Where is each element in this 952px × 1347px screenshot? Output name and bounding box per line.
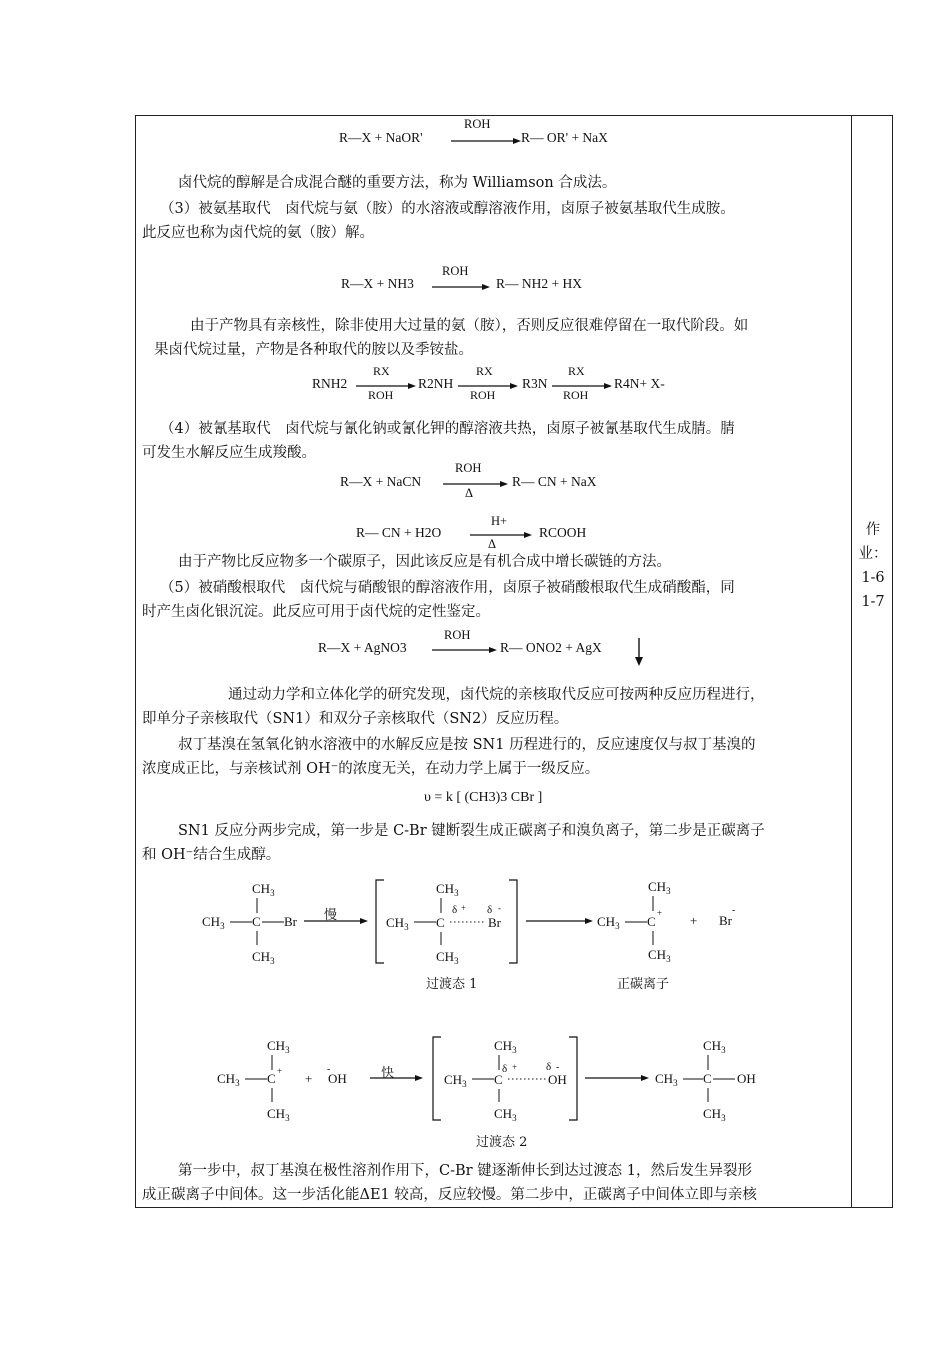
para-williamson: 卤代烷的醇解是合成混合醚的重要方法，称为 Williamson 合成法。 (178, 175, 617, 191)
eq6-product: R— ONO2 + AgX (500, 640, 602, 655)
svg-text:CH3: $CH_3$ (386, 915, 409, 932)
eq1-arrow (451, 138, 521, 146)
svg-text:-: - (327, 1064, 331, 1075)
eq3-arrow-1 (356, 383, 416, 391)
eq4-arrow (443, 481, 508, 489)
svg-text:CH3: $CH_3$ (202, 914, 225, 931)
eq3-bottom-1: ROH (368, 388, 394, 402)
svg-text:CH3: $CH_3$ (494, 1106, 517, 1123)
eq5-product: RCOOH (539, 525, 587, 540)
svg-text:CH3: $CH_3$ (252, 881, 275, 898)
svg-text:+: + (690, 913, 698, 928)
homework-item-2: 1-7 (861, 594, 885, 610)
eq1-product: R— OR' + NaX (521, 130, 608, 145)
eq5-reactant: R— CN + H2O (356, 525, 442, 540)
eq5-arrow (470, 532, 532, 540)
para-steps-1: SN1 反应分两步完成，第一步是 C-Br 键断裂生成正碳离子和溴负离子，第二步是正碳离子 (178, 823, 765, 839)
para-step-detail-1: 第一步中，叔丁基溴在极性溶剂作用下，C-Br 键逐渐伸长到达过渡态 1，然后发生异裂形 (178, 1163, 753, 1179)
para-nitrate-2: 时产生卤化银沉淀。此反应可用于卤代烷的定性鉴定。 (142, 604, 490, 620)
para-steps-2: 和 OH⁻结合生成醇。 (142, 847, 281, 863)
para-nitrile-2: 可发生水解反应生成羧酸。 (142, 445, 316, 461)
rate-equation: υ = k [ (CH3)3 CBr ] (424, 790, 543, 805)
eq2-condition: ROH (442, 264, 469, 278)
svg-text:δ: δ (452, 904, 458, 916)
svg-text:+: + (305, 1071, 313, 1086)
step2-mechanism (215, 1032, 775, 1132)
eq4-reactant: R—X + NaCN (340, 474, 422, 489)
svg-text:+: + (461, 903, 467, 913)
para-amine-4: 果卤代烷过量，产物是各种取代的胺以及季铵盐。 (154, 342, 473, 358)
eq3-species-1: RNH2 (312, 376, 348, 391)
svg-text:CH3: $CH_3$ (494, 1038, 517, 1055)
eq3-bottom-3: ROH (563, 388, 589, 402)
svg-text:OH: OH (737, 1071, 756, 1086)
slow-label: 慢 (324, 908, 338, 923)
para-sn1-1: 叔丁基溴在氢氧化钠水溶液中的水解反应是按 SN1 历程进行的，反应速度仅与叔丁基溴的 (178, 737, 756, 753)
eq3-arrow-2 (458, 383, 518, 391)
svg-text:CH3: $CH_3$ (655, 1071, 678, 1088)
svg-text:C: C (494, 1072, 503, 1087)
svg-text:Br: Br (284, 914, 297, 929)
svg-text:CH3: $CH_3$ (444, 1072, 467, 1089)
svg-text:-: - (556, 1062, 560, 1073)
svg-text:+: + (512, 1062, 518, 1072)
para-amine-2: 此反应也称为卤代烷的氨（胺）解。 (142, 225, 374, 241)
eq4-product: R— CN + NaX (512, 474, 597, 489)
eq2-arrow (432, 284, 490, 292)
fast-label: 快 (381, 1066, 395, 1081)
eq4-bottom: Δ (465, 486, 474, 500)
eq3-top-3: RX (568, 364, 585, 378)
step1-mechanism (200, 875, 760, 975)
eq3-arrow-3 (552, 383, 612, 391)
svg-text:CH3: $CH_3$ (703, 1038, 726, 1055)
eq6-condition: ROH (444, 628, 471, 642)
eq3-top-1: RX (373, 364, 390, 378)
svg-text:CH3: $CH_3$ (436, 949, 459, 966)
para-sn1-2: 浓度成正比，与亲核试剂 OH⁻的浓度无关，在动力学上属于一级反应。 (142, 761, 600, 777)
svg-text:CH3: $CH_3$ (703, 1106, 726, 1123)
para-nitrile-1: （4）被氰基取代 卤代烷与氰化钠或氰化钾的醇溶液共热，卤原子被氰基取代生成腈。腈 (160, 421, 735, 437)
ts1-caption: 过渡态 1 (426, 977, 478, 992)
homework-label-2: 业： (858, 546, 888, 562)
para-step-detail-2: 成正碳离子中间体。这一步活化能ΔE1 较高，反应较慢。第二步中，正碳离子中间体立即与亲核 (142, 1187, 757, 1203)
eq3-top-2: RX (476, 364, 493, 378)
svg-text:δ: δ (546, 1061, 552, 1073)
svg-text:δ: δ (487, 904, 493, 916)
homework-note (856, 518, 890, 614)
column-divider (851, 115, 852, 1208)
eq6-reactant: R—X + AgNO3 (318, 640, 407, 655)
svg-text:C: C (647, 914, 656, 929)
svg-text:C: C (252, 914, 261, 929)
svg-text:Br: Br (719, 913, 732, 928)
svg-text:CH3: $CH_3$ (217, 1071, 240, 1088)
eq3-species-4: R4N+ X- (614, 376, 665, 391)
svg-text:+: + (277, 1066, 283, 1076)
eq3-species-2: R2NH (418, 376, 454, 391)
eq3-species-3: R3N (522, 376, 548, 391)
eq2-product: R— NH2 + HX (496, 276, 582, 291)
para-amine-1: （3）被氨基取代 卤代烷与氨（胺）的水溶液或醇溶液作用，卤原子被氨基取代生成胺。 (160, 201, 735, 217)
svg-text:C: C (703, 1071, 712, 1086)
eq5-top: H+ (491, 514, 508, 528)
homework-label-1: 作 (865, 522, 881, 538)
svg-text:CH3: $CH_3$ (648, 879, 671, 896)
svg-text:Br: Br (488, 915, 501, 930)
precipitate-arrow (634, 638, 644, 666)
para-nitrate-1: （5）被硝酸根取代 卤代烷与硝酸银的醇溶液作用，卤原子被硝酸根取代生成硝酸酯，同 (160, 580, 735, 596)
eq5-bottom: Δ (488, 537, 497, 551)
eq2-reactant: R—X + NH3 (341, 276, 414, 291)
homework-item-1: 1-6 (861, 570, 885, 586)
para-amine-3: 由于产物具有亲核性，除非使用大过量的氨（胺），否则反应很难停留在一取代阶段。如 (190, 318, 749, 334)
svg-text:CH3: $CH_3$ (267, 1106, 290, 1123)
carbocation-caption: 正碳离子 (617, 977, 670, 992)
svg-text:+: + (657, 908, 663, 918)
svg-text:-: - (498, 903, 501, 913)
svg-text:OH: OH (548, 1072, 567, 1087)
eq4-top: ROH (455, 461, 482, 475)
eq1-condition: ROH (464, 117, 491, 131)
ts2-caption: 过渡态 2 (476, 1135, 528, 1150)
svg-text:CH3: $CH_3$ (597, 914, 620, 931)
svg-text:OH: OH (328, 1071, 347, 1086)
svg-text:CH3: $CH_3$ (648, 947, 671, 964)
eq1-reactant: R—X + NaOR' (339, 130, 423, 145)
para-mechanism-2: 即单分子亲核取代（SN1）和双分子亲核取代（SN2）反应历程。 (142, 711, 569, 727)
svg-text:CH3: $CH_3$ (436, 881, 459, 898)
svg-text:C: C (436, 915, 445, 930)
eq6-arrow (432, 647, 497, 655)
svg-text:CH3: $CH_3$ (267, 1038, 290, 1055)
svg-text:CH3: $CH_3$ (252, 949, 275, 966)
svg-text:-: - (732, 905, 736, 916)
svg-text:δ: δ (502, 1063, 508, 1075)
para-carbon-chain: 由于产物比反应物多一个碳原子，因此该反应是有机合成中增长碳链的方法。 (178, 554, 671, 570)
svg-text:C: C (267, 1071, 276, 1086)
para-mechanism-1: 通过动力学和立体化学的研究发现，卤代烷的亲核取代反应可按两种反应历程进行， (228, 687, 765, 703)
eq3-bottom-2: ROH (470, 388, 496, 402)
